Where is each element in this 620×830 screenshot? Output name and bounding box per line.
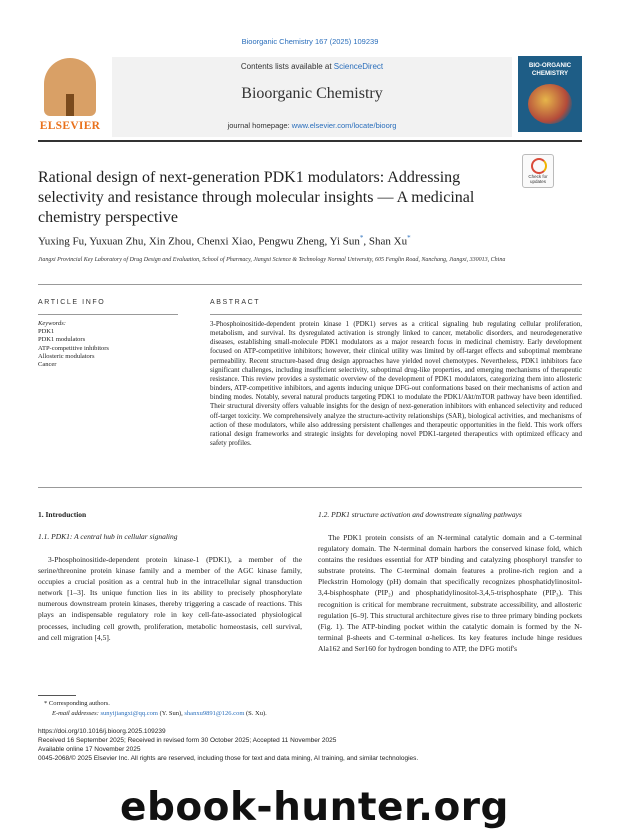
doi-link[interactable]: https://doi.org/10.1016/j.bioorg.2025.109239: [38, 728, 166, 735]
check-updates-label: Check for updates: [528, 174, 548, 185]
email-owner: (Y. Sun),: [157, 710, 185, 717]
keyword: ATP-competitive inhibitors: [38, 344, 109, 352]
watermark: ebook-hunter.org: [120, 785, 509, 830]
footnote-mark: *: [44, 700, 48, 707]
email-label: E-mail addresses:: [52, 710, 101, 717]
journal-title: Bioorganic Chemistry: [241, 85, 383, 102]
author-name[interactable]: Chenxi Xiao: [196, 235, 253, 248]
elsevier-logo: [38, 56, 102, 134]
abstract-text: 3-Phosphoinositide-dependent protein kinase 1 (PDK1) serves as a critical signaling hub regulating cellular proliferation, metabolism, and survival. Its dysregulated activation is strongly linked to cancer, metabolic disorders, and neurodegenerative diseases, establishing small-molecule PDK1 modulators as a major research focus in medicinal chemistry. Early development focused on ATP-competitive inhibitors; however, their clinical utility was limited by off-target effects and suboptimal membrane permeability. Recent structure-based drug design approaches have yielded novel chemotypes. Nevertheless, PDK1 inhibitors face significant challenges, including insufficient selectivity, suboptimal drug-like properties, and emerging mechanisms of therapeutic resistance. This review provides a systematic overview of the development of PDK1 modulators, categorizing them into allosteric binders, ATP-competitive inhibitors, and agents inducing unique DFG-out conformations based on their mechanisms of action and binding modes. Notably, several natural products targeting PDK1 to modulate the PDK1/Akt/mTOR pathway have been identified. Their structural diversity offers valuable insights for the design of next-generation inhibitors with enhanced selectivity and reduced off-target toxicity. We comprehensively analyze the structure-activity relationships (SAR), biological activities, and mechanisms of action of these modulators, while also addressing persistent challenges and therapeutic opportunities in the field. This work offers rational design frameworks and strategic insights for developing novel PDK1-targeted therapeutics with optimized efficacy and safety profiles.: [210, 320, 582, 448]
article-title: Rational design of next-generation PDK1 modulators: Addressing selectivity and resistance through molecular insights — A medicinal chemistry perspective: [38, 169, 475, 226]
homepage-link[interactable]: www.elsevier.com/locate/bioorg: [291, 121, 397, 130]
keyword: Cancer: [38, 361, 57, 369]
keywords-block: [38, 320, 178, 369]
homepage-line: [112, 121, 512, 130]
contents-prefix: Contents lists available at: [240, 62, 334, 71]
received-dates: Received 16 September 2025; Received in revised form 30 October 2025; Accepted 11 November 2025: [38, 737, 337, 744]
abstract-rule: [210, 314, 582, 315]
author-name[interactable]: Xin Zhou: [148, 235, 192, 248]
copyright: 0045-2068/© 2025 Elsevier Inc. All rights are reserved, including those for text and data mining, AI training, and similar technologies.: [38, 755, 419, 762]
keyword: PDK1: [38, 328, 55, 336]
keyword: Allosteric modulators: [38, 352, 95, 360]
email-link[interactable]: sunyijiangxi@qq.com: [100, 710, 158, 717]
keywords-heading: Keywords:: [38, 320, 66, 327]
article-info-rule: [38, 314, 178, 315]
keyword: PDK1 modulators: [38, 336, 86, 344]
cover-title: BIO-ORGANIC CHEMISTRY: [528, 62, 572, 77]
subsection-heading: 1.2. PDK1 structure activation and downstream signaling pathways: [318, 510, 522, 519]
publisher-name: ELSEVIER: [39, 120, 101, 132]
check-updates-icon: [531, 158, 547, 174]
author-name[interactable]: Yuxing Fu: [38, 235, 85, 248]
homepage-prefix: journal homepage:: [227, 121, 292, 130]
article-info-heading: ARTICLE INFO: [38, 299, 106, 306]
paragraph: 3-Phosphoinositide-dependent protein kinase-1 (PDK1), a member of the serine/threonine protein kinase family and a member of the AGC kinase family, occupies a crucial position as a central hub in the intracellular signal transduction network [1–3]. Its unique function lies in its ability to precisely phosphorylate numerous downstream protein kinases, thereby triggering a cascade of reactions. This plays an indispensable regulatory role in key cell-fate-associated physiological processes, including cell growth, proliferation, metabolic homeostasis, cell survival, and cell migration [4,5].: [38, 555, 302, 642]
email-link[interactable]: shanxu9891@126.com: [184, 710, 245, 717]
corresponding-mark[interactable]: *: [407, 234, 411, 242]
author-name[interactable]: Yi Sun: [329, 235, 360, 248]
author-name[interactable]: Pengwu Zheng: [258, 235, 325, 248]
header-divider: [38, 140, 582, 142]
elsevier-tree-icon: [44, 58, 96, 116]
contents-line: [112, 62, 512, 71]
section-divider: [38, 487, 582, 488]
author-name[interactable]: Yuxuan Zhu: [89, 235, 144, 248]
affiliation: Jiangxi Provincial Key Laboratory of Drug Design and Evaluation, School of Pharmacy, Jiangxi Science & Technology Normal University, 605 Fenglin Road, Nanchang, Jiangxi, 330013, China: [38, 257, 506, 263]
email-footnote: [52, 709, 267, 719]
footnote-rule: [38, 695, 76, 696]
corresponding-label: Corresponding authors.: [48, 700, 110, 707]
author-list: Yuxing Fu, Yuxuan Zhu, Xin Zhou, Chenxi Xiao, Pengwu Zheng, Yi Sun*, Shan Xu*: [38, 234, 411, 248]
author-name[interactable]: Shan Xu: [368, 235, 408, 248]
abstract-heading: ABSTRACT: [210, 299, 261, 306]
check-updates-button[interactable]: [522, 154, 554, 188]
journal-cover: [518, 56, 582, 132]
corresponding-footnote: [44, 699, 110, 709]
journal-reference-link[interactable]: Bioorganic Chemistry 167 (2025) 109239: [241, 37, 379, 46]
email-owner: (S. Xu).: [244, 710, 267, 717]
corresponding-mark[interactable]: *: [359, 234, 364, 242]
subsection-heading: 1.1. PDK1: A central hub in cellular signaling: [38, 532, 178, 541]
available-online: Available online 17 November 2025: [38, 746, 141, 753]
sciencedirect-link[interactable]: ScienceDirect: [333, 62, 384, 71]
paragraph: The PDK1 protein consists of an N-terminal catalytic domain and a C-terminal regulatory domain. The N-terminal domain harbors the conserved kinase fold, which contains the residues essential for ATP binding and catalyzing phosphoryl transfer to substrate proteins. The C-terminal domain features a proline-rich region and a Pleckstrin Homology (pH) domain that specifically recognizes phosphatidylinositol-3,4-bisphosphate (PIP₂) and phosphatidylinositol-3,4,5-trisphosphate (PIP₃). This recognition is critical for membrane recruitment, substrate accessibility, and allosteric regulation [6–9]. This structural architecture gives rise to three primary binding pockets (Fig. 1). The ATP-binding pocket within the catalytic domain is formed by the N-terminal β-sheets and C-terminal α-helices. Its key features include hinge residues Ala162 and Ser160 for hydrogen bonding to ATP, the DFG motif's: [318, 533, 582, 653]
section-heading: 1. Introduction: [38, 510, 87, 519]
cover-art-image: [528, 84, 572, 124]
section-divider: [38, 284, 582, 285]
